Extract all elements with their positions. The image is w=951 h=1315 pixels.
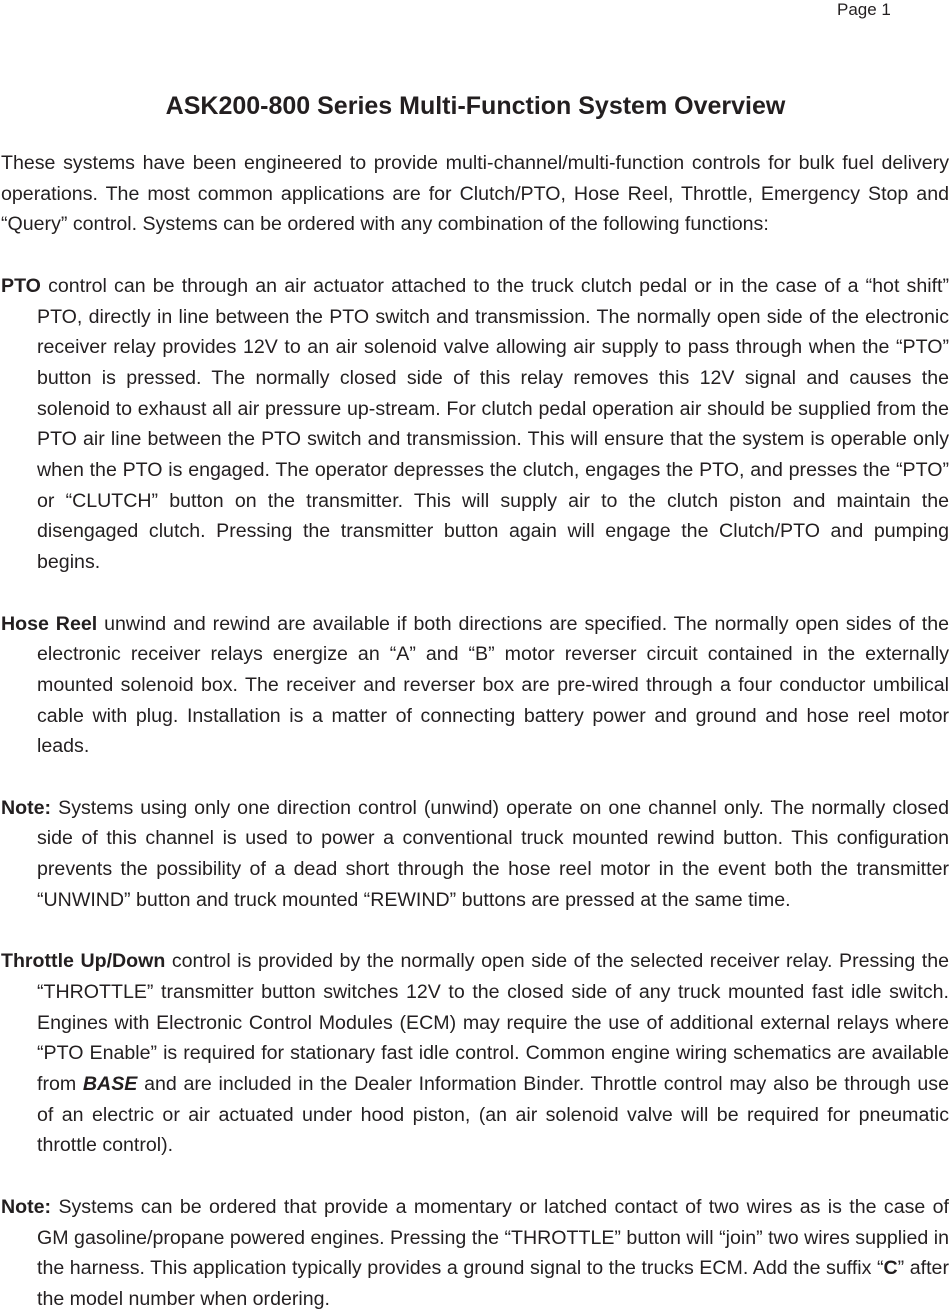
throttle-text-before: control is provided by the normally open side of the selected receiver relay. Pressing the “THROTTLE” transmitter button switches 12V to the closed side of any truck mounted fast idle switch. Engines with Electronic Control Modules (ECM) may require the use of additional external relays where “PTO Enable” is required for stationary fast idle control. Common engine wiring schematics are available from [37,950,949,1096]
note-two-text-before: Systems can be ordered that provide a momentary or latched contact of two wires as is the case of GM gasoline/propane powered engines. Pressing the “THROTTLE” button will “join” two wires supplied in the harness. This application typically provides a ground signal to the trucks ECM. Add the suffix “ [37,1195,949,1280]
page-title: ASK200-800 Series Multi-Function System Overview [165,92,786,120]
model-suffix: C [883,1257,898,1280]
note-one-text: Systems using only one direction control (unwind) operate on one channel only. The normally closed side of this channel is used to power a conventional truck mounted rewind button. This configuration prevents the possibility of a dead short through the hose reel motor in the event both the transmitter “UNWIND” button and truck mounted “REWIND” buttons are pressed at the same time. [37,796,949,911]
throttle-heading: Throttle Up/Down [1,950,166,973]
note-two-heading: Note: [1,1195,52,1218]
note-two-text-after: ” after the model number when ordering. [37,1257,949,1310]
pto-text: control can be through an air actuator attached to the truck clutch pedal or in the case of a “hot shift” PTO, directly in line between the PTO switch and transmission. The normally open side of the electronic receiver relay provides 12V to an air solenoid valve allowing air supply to pass through when the “PTO” button is pressed. The normally closed side of this relay removes this 12V signal and causes the solenoid to exhaust all air pressure up-stream. For clutch pedal operation air should be supplied from the PTO air line between the PTO switch and transmission. This will ensure that the system is operable only when the PTO is engaged. The operator depresses the clutch, engages the PTO, and presses the “PTO” or “CLUTCH” button on the transmitter. This will supply air to the clutch piston and maintain the disengaged clutch. Pressing the transmitter button again will engage the Clutch/PTO and pumping begins. [37,274,949,574]
note-two-section [1,1192,949,1315]
hose-reel-text: unwind and rewind are available if both directions are specified. The normally open sides of the electronic receiver relays energize an “A” and “B” motor reverser circuit contained in the externally mounted solenoid box. The receiver and reverser box are pre-wired through a four conductor umbilical cable with plug. Installation is a matter of connecting battery power and ground and hose reel motor leads. [37,612,949,758]
hose-reel-section [1,609,949,763]
page-number: Page 1 [837,0,891,19]
intro-paragraph: These systems have been engineered to provide multi-channel/multi-function controls for bulk fuel delivery operations. The most common applications are for Clutch/PTO, Hose Reel, Throttle, Emergency Stop and “Query” control. Systems can be ordered with any combination of the following functions: [1,152,949,236]
hose-reel-heading: Hose Reel [1,612,98,635]
note-one-heading: Note: [1,796,52,819]
pto-section [1,271,949,578]
throttle-text-after: and are included in the Dealer Information Binder. Throttle control may also be through use of an electric or air actuated under hood piston, (an air solenoid valve will be required for pneumatic throttle control). [37,1073,949,1157]
document-body [1,148,949,1315]
throttle-section [1,946,949,1161]
base-brand: BASE [82,1073,138,1096]
pto-heading: PTO [1,274,41,297]
note-one-section [1,793,949,916]
